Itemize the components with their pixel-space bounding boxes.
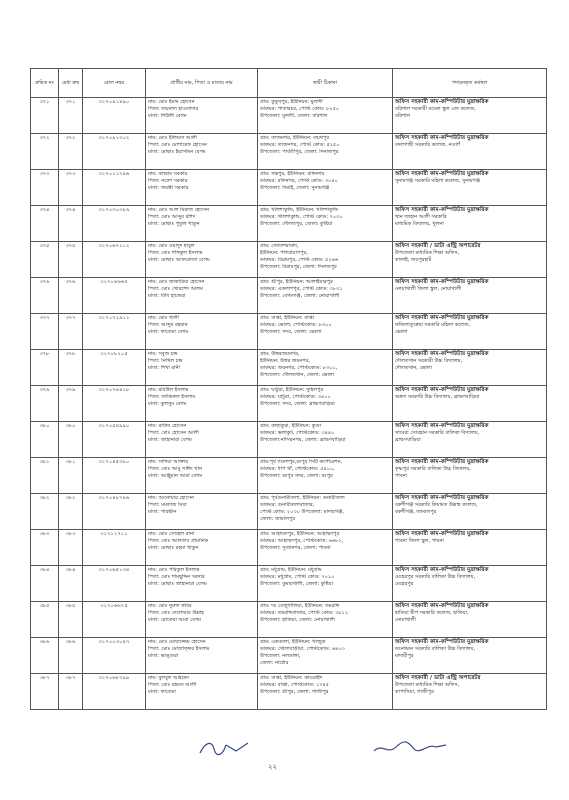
post-office-line: পাবনা <box>395 473 408 479</box>
address-line: উপজেলা: সুজানগর, জেলা: পাবনা <box>260 545 331 551</box>
roll-number-cell: ৩১৭০৮২০৫ <box>83 350 146 386</box>
header-serial: ক্রমিক নং <box>31 69 59 98</box>
name-line: পিতা: আব্দুর রহমান <box>148 322 188 328</box>
name-line: মাতা: মোছাঃ ইয়াসমিন বেগম <box>148 149 206 155</box>
post-office-line: কাপাসিয়া, গাজীপুর <box>395 689 434 695</box>
signature-left <box>196 737 256 759</box>
table-header <box>31 69 547 98</box>
address-line: গ্রাম: পূর্বগুনারীতলা, ইউনিয়ন: গুনারীতলা <box>260 495 345 501</box>
candidate-name-cell <box>146 98 258 134</box>
address-line: ইউনিয়ন: পলিপ্রয়াগপুর, <box>260 250 308 256</box>
post-title: অফিস সহকারী কাম-কম্পিউটার মুদ্রাক্ষরিক <box>395 495 489 501</box>
address-cell <box>258 386 393 422</box>
name-line: মাতা: কুলসুম বেগম <box>148 401 187 407</box>
merit-cell: ৩৮০ <box>59 422 83 458</box>
serial-cell: ৩৭৪ <box>31 206 59 242</box>
candidate-name-cell <box>146 494 258 530</box>
posting-cell <box>393 98 547 134</box>
address-line: উপজেলা: সদর, জেলা: ভোলা <box>260 329 322 335</box>
post-office-line: উপজেলা মাধ্যমিক শিক্ষা অফিস, <box>395 682 460 688</box>
post-office-line: বকশীগঞ্জ, জামালপুর <box>395 509 437 515</box>
name-line: নাম: মোঃ খালী <box>148 315 179 321</box>
name-line: নাম: মোঃ পরিতুল ইসলাম <box>148 567 200 573</box>
serial-cell: ৩৮৫ <box>31 602 59 638</box>
candidate-name-cell <box>146 386 258 422</box>
serial-cell: ৩৮৩ <box>31 530 59 566</box>
table-row <box>31 458 547 494</box>
post-office-line: কালাই, জয়পুরহাট <box>395 257 432 263</box>
address-cell <box>258 674 393 710</box>
name-line: নাম: রবিউল ইসলাম <box>148 387 189 393</box>
post-title: অফিস সহকারী / ডাটা এন্ট্রি অপারেটর <box>395 243 481 249</box>
address-line: ডাকঘর: তমরদ্দিবাজার, পোস্ট কোড: ৩৮১২ <box>260 610 349 616</box>
address-cell <box>258 494 393 530</box>
address-line: গ্রাম: কাছাতুরা, ইউনিয়ন: কুণ্ডা <box>260 423 322 429</box>
address-line: ডাকঘর: জয়নগর, পোস্টকোড: ৮৩০১, <box>260 365 338 371</box>
name-line: পিতা: মোঃ আব্দুর রশিদ <box>148 214 196 220</box>
posting-cell <box>393 530 547 566</box>
table-row <box>31 242 547 278</box>
address-line: গ্রাম: উত্তরজয়নগর, <box>260 351 300 357</box>
posting-cell <box>393 242 547 278</box>
address-line: গ্রাম: শ্রীপুর, ইউনিয়ন: আলাইয়ারপুর <box>260 279 333 285</box>
address-cell <box>258 638 393 674</box>
serial-cell: ৩৮৬ <box>31 638 59 674</box>
name-line: পিতা: মোঃ শফিকুল ইসলাম <box>148 250 203 256</box>
name-line: পিতা: মমতাজ মিয়া <box>148 502 187 508</box>
name-line: মাতা: মোছাঃ আফরোজা বেগম <box>148 257 210 263</box>
merit-cell: ৩৭৪ <box>59 206 83 242</box>
table-row <box>31 314 547 350</box>
header-merit: মেধা ক্রম <box>59 69 83 98</box>
header-roll: রোল নম্বর <box>83 69 146 98</box>
merit-cell: ৩৭৩ <box>59 170 83 206</box>
name-line: পিতা: নিখিল চন্দ্র <box>148 358 183 364</box>
name-line: নাম: সাদিয়া আক্তার <box>148 459 189 465</box>
merit-cell: ৩৭২ <box>59 134 83 170</box>
address-line: গ্রাম: একডালা, ইউনিয়ন: খাজুরা <box>260 639 326 645</box>
roll-number-cell: ৩১৭০৬৬৭৫ <box>83 602 146 638</box>
posting-cell <box>393 566 547 602</box>
name-line: পিতা: মোঃ রহমত আলী <box>148 682 197 688</box>
roll-number-cell: ৩১৭০৫৪৯৯০ <box>83 422 146 458</box>
post-office-line: ব্রাহ্মণবাড়িয়া <box>395 437 421 443</box>
name-line: নাম: মোঃ জাকারিয়া হোসেন <box>148 279 205 285</box>
name-line: নাম: মোঃ মোয়াজ্জেম হোসেন <box>148 639 206 645</box>
name-line: মাতা: ফাতেমা বেগম <box>148 329 189 335</box>
post-office-line: হাতিয়া দ্বীপ সরকারি কলেজ, হাতিয়া, <box>395 610 469 616</box>
name-line: নাম: বলরাম সরকার <box>148 171 188 177</box>
serial-cell: ৩৭৮ <box>31 350 59 386</box>
address-line: ডাকঘর: ঘাটুরা, পোস্টকোড: ৩৪০০ <box>260 394 331 400</box>
name-line: মাতা: মোছাঃ পুতুল খাতুন <box>148 221 200 227</box>
post-title: অফিস সহকারী কাম-কম্পিউটার মুদ্রাক্ষরিক <box>395 135 489 141</box>
name-line: নাম: মোঃ ওয়াদুদ হাবুল <box>148 243 195 249</box>
post-office-line: দৌলতখান, ভোলা <box>395 365 432 371</box>
post-title: অফিস সহকারী কাম-কম্পিউটার মুদ্রাক্ষরিক <box>395 351 489 357</box>
candidate-name-cell <box>146 278 258 314</box>
address-line: গ্রাম: দঃ বেজুগালিয়া, ইউনিয়ন: তমরদ্দি <box>260 603 340 609</box>
serial-cell: ৩৭৯ <box>31 386 59 422</box>
serial-cell: ৩৮৭ <box>31 674 59 710</box>
name-line: নাম: মোঃ ইমাম হোসেন <box>148 99 195 105</box>
post-title: অফিস সহকারী কাম-কম্পিউটার মুদ্রাক্ষরিক <box>395 279 489 285</box>
post-office-line: বকশীগঞ্জ সরকারি কিয়ামত উল্লাহ কলেজ, <box>395 502 478 508</box>
posting-cell <box>393 278 547 314</box>
merit-cell: ৩৮১ <box>59 458 83 494</box>
address-line: গ্রাম: কুতুবপুর, ইউনিয়ন: মুলাদী <box>260 99 323 105</box>
roll-number-cell: ৩১৭০৭৪৪১৮ <box>83 386 146 422</box>
post-title: অফিস সহকারী কাম-কম্পিউটার মুদ্রাক্ষরিক <box>395 459 489 465</box>
name-line: মাতা: রোকেয়া আরা বেগম <box>148 617 201 623</box>
name-line: নাম: মোঃ সোহেল রানা <box>148 531 195 537</box>
roll-number-cell: ৩১৭০৩০৩৮৯ <box>83 206 146 242</box>
address-line: ডাকঘর: আহাম্মদপুর, পোস্টকোড: ৬৬৮২, <box>260 538 344 544</box>
address-line: গ্রাম: খলিশাকুন্ডি, ইউনিয়ন: খলিশাকুন্ডি <box>260 207 339 213</box>
roll-number-cell: ৩১৭০৪৬৬৫ <box>83 278 146 314</box>
post-office-line: উপজেলা মাধ্যমিক শিক্ষা অফিস, <box>395 250 460 256</box>
posting-cell <box>393 170 547 206</box>
name-line: মাতা: পারভীন <box>148 509 177 515</box>
address-line: ডাকঘর: ভলাকুট, পোস্টকোড: ৩৪৪০ <box>260 430 335 436</box>
address-line: উপজেলা: দিরাই, জেলা: সুনামগঞ্জ <box>260 185 330 191</box>
header-name: প্রার্থীর নাম, পিতা ও মাতার নাম <box>146 69 258 98</box>
posting-cell <box>393 422 547 458</box>
header-address: স্থায়ী ঠিকানা <box>258 69 393 98</box>
table-row <box>31 134 547 170</box>
address-line: উপজেলা: বিরামপুর, জেলা: দিনাজপুর <box>260 264 337 270</box>
roll-number-cell: ৩১৭০৯১৪৯০ <box>83 98 146 134</box>
name-line: পিতা: মোঃ দেলোয়ার উল্লাহ <box>148 610 204 616</box>
table-row <box>31 170 547 206</box>
candidate-name-cell <box>146 602 258 638</box>
candidate-name-cell <box>146 530 258 566</box>
post-office-line: বরিশাল সরকারী মডেল স্কুল এন্ড কলেজ, <box>395 106 476 112</box>
address-line: গ্রাম: বাপ্তা, ইউনিয়ন: কাওরাইদ <box>260 675 323 681</box>
name-line: পিতা: মোঃ হোসেন আলী <box>148 430 199 436</box>
address-line: উপজেলা:নাসিরনগর, জেলা: ব্রাহ্মণবাড়িয়া <box>260 437 346 443</box>
address-line: গ্রাম: মধুগ্রাম, ইউনিয়ন: মধুগ্রাম <box>260 567 322 573</box>
post-title: অফিস সহকারী কাম-কম্পিউটার মুদ্রাক্ষরিক <box>395 423 489 429</box>
post-title: অফিস সহকারী কাম-কম্পিউটার মুদ্রাক্ষরিক <box>395 387 489 393</box>
merit-cell: ৩৭৫ <box>59 242 83 278</box>
post-title: অফিস সহকারী কাম-কম্পিউটার মুদ্রাক্ষরিক <box>395 99 489 105</box>
table-row <box>31 422 547 458</box>
roll-number-cell: ৩১৭১৭২৯১১ <box>83 314 146 350</box>
post-office-line: কৃষ্ণপুর সরকারি বালিকা উচ্চ বিদ্যালয়, <box>395 466 471 472</box>
address-line: উপজেলা: দৌলতখান, জেলা: ভোলা <box>260 372 335 378</box>
roll-number-cell: ৩১৭০৬৮৭৯৯ <box>83 674 146 710</box>
address-line: জেলা: নাটোর <box>260 660 289 666</box>
post-office-line: সাবেরা সোবহান সরকারি বালিকা বিদ্যালয়, <box>395 430 480 436</box>
name-line: নাম: মোঃ ইলিয়াস আলী <box>148 135 198 141</box>
name-line: নাম: আনোয়ার হোসেন <box>148 495 194 501</box>
roll-number-cell: ৩১৭১২৭১১ <box>83 530 146 566</box>
name-line: পিতা: মোঃ খোরশেদ আলম <box>148 286 203 292</box>
post-office-line: ভোলা <box>395 329 408 335</box>
address-line: উপজেলা: পার্বতীপুর, জেলা: দিনাজপুর <box>260 149 339 155</box>
table-row <box>31 386 547 422</box>
posting-cell <box>393 350 547 386</box>
candidate-name-cell <box>146 242 258 278</box>
roll-number-cell: ৩১৭০৬৭২০২ <box>83 242 146 278</box>
serial-cell: ৩৭৫ <box>31 242 59 278</box>
page-number: ২২ <box>268 763 278 771</box>
address-cell <box>258 314 393 350</box>
candidate-name-cell <box>146 350 258 386</box>
address-cell <box>258 350 393 386</box>
merit-cell: ৩৮৭ <box>59 674 83 710</box>
merit-cell: ৩৮৩ <box>59 530 83 566</box>
address-line: ডাকঘর: গুনারীতলাবাজার, <box>260 502 315 508</box>
candidate-name-cell <box>146 566 258 602</box>
address-cell <box>258 602 393 638</box>
posting-cell <box>393 386 547 422</box>
roll-number-cell: ৩১৭১৪৫৩৮০ <box>83 458 146 494</box>
name-line: নাম: মোঃ আল মিরাজ হোসেন <box>148 207 210 213</box>
address-line: গ্রাম: জোতশরাবাদ, <box>260 243 299 249</box>
table-row <box>31 494 547 530</box>
post-office-line: নোয়াখালী <box>395 617 416 623</box>
name-line: মাতা: জাহানারা বেগম <box>148 437 192 443</box>
name-line: মাতা: আঞ্জুমান আরা বেগম <box>148 473 203 479</box>
post-office-line: সুনামগঞ্জ সরকারি মহিলা কলেজ, সুনামগঞ্জ <box>395 178 480 184</box>
address-cell <box>258 422 393 458</box>
address-line: ডাকঘর: বিরামপুর, পোস্ট কোড: ৫২৬৬ <box>260 257 339 263</box>
merit-cell: ৩৭৭ <box>59 314 83 350</box>
name-line: পিতা: মোঃ আলতাব প্রামানিক <box>148 538 209 544</box>
post-office-line: বরিশাল <box>395 113 411 119</box>
name-line: মাতা: জয়ন্তী সরকার <box>148 185 189 191</box>
post-title: অফিস সহকারী কাম-কম্পিউটার মুদ্রাক্ষরিক <box>395 315 489 321</box>
posting-cell <box>393 638 547 674</box>
address-line: জেলা: জামালপুর <box>260 516 295 522</box>
address-line: গ্রাম: সন্তপুর, ইউনিয়ন: রফিনগর <box>260 171 325 177</box>
serial-cell: ৩৭৭ <box>31 314 59 350</box>
name-line: পিতা: নরেশ সরকার <box>148 178 188 184</box>
serial-cell: ৩৮০ <box>31 422 59 458</box>
name-line: মাতা: শিউলী বেগম <box>148 113 187 119</box>
candidate-name-cell <box>146 170 258 206</box>
address-line: উপজেলা: শ্রীপুর, জেলা: গাজীপুর <box>260 689 329 695</box>
name-line: পিতা: মোঃ আবু সাঈদ খান <box>148 466 202 472</box>
roll-number-cell: ৩১৭০৬৫১৩৪ <box>83 566 146 602</box>
address-line: উপজেলা: হাতিয়া, জেলা: নোয়াখালী <box>260 617 335 623</box>
post-title: অফিস সহকারী কাম-কম্পিউটার মুদ্রাক্ষরিক <box>395 603 489 609</box>
post-title: অফিস সহকারী কাম-কম্পিউটার মুদ্রাক্ষরিক <box>395 639 489 645</box>
candidate-name-cell <box>146 638 258 674</box>
address-line: ডাকঘর: খলিশাকুন্ডি, পোস্ট কোড: ৭০৩০ <box>260 214 343 220</box>
name-line: মাতা: শিখা রানী <box>148 365 181 371</box>
address-line: ডাকঘর: পাতারচর, পোস্ট কোড: ৮২৫০ <box>260 106 340 112</box>
candidate-name-cell <box>146 206 258 242</box>
name-line: নাম: বুলবুল আহমেদ <box>148 675 189 681</box>
table-row <box>31 350 547 386</box>
serial-cell: ৩৮৪ <box>31 566 59 602</box>
post-office-line: ফজিলাতুন্নেছা সরকারি মহিলা কলেজ, <box>395 322 471 328</box>
address-line: উপজেলা: কুমারখালী, জেলা: কুষ্টিয়া <box>260 581 334 587</box>
table-body <box>31 98 547 710</box>
merit-cell: ৩৮২ <box>59 494 83 530</box>
name-line: মাতা: বিবি হাজেরা <box>148 293 186 299</box>
posting-cell <box>393 494 547 530</box>
table-row <box>31 566 547 602</box>
address-line: উপজেলা: সদর, জেলা: ব্রাহ্মণবাড়িয়া <box>260 401 335 407</box>
post-office-line: মেহেরপুর <box>395 581 414 587</box>
posting-cell <box>393 314 547 350</box>
post-office-line: পাবনা জিলা স্কুল, পাবনা <box>395 538 444 544</box>
post-title: অফিস সহকারী কাম-কম্পিউটার মুদ্রাক্ষরিক <box>395 531 489 537</box>
candidate-name-cell <box>146 134 258 170</box>
address-line: গ্রাম:পূর্ব গনেশপুর,রংপুর সিটি কর্পোরেশন, <box>260 459 343 465</box>
posting-cell <box>393 206 547 242</box>
address-line: গ্রাম: তাজনগর, ইউনিয়ন: মন্মথপুর <box>260 135 330 141</box>
name-line: মাতা: মোছাঃ জাহানারা বেগম <box>148 581 207 587</box>
address-cell <box>258 278 393 314</box>
table-row <box>31 530 547 566</box>
merit-cell: ৩৮৪ <box>59 566 83 602</box>
address-line: গ্রাম: আহাম্মদপুর, ইউনিয়ন: আহাম্মদপুর <box>260 531 340 537</box>
address-cell <box>258 134 393 170</box>
name-line: পিতা: জয়নাল হাওলাদার <box>148 106 199 112</box>
merit-cell: ৩৭৮ <box>59 350 83 386</box>
post-title: অফিস সহকারী / ডাটা এন্ট্রি অপারেটর <box>395 675 481 681</box>
post-title: অফিস সহকারী কাম-কম্পিউটার মুদ্রাক্ষরিক <box>395 207 489 213</box>
candidate-name-cell <box>146 458 258 494</box>
merit-cell: ৩৭৬ <box>59 278 83 314</box>
name-line: মাতা: মোছাঃ রহমা খাতুন <box>148 545 199 551</box>
table-row <box>31 602 547 638</box>
post-office-line: মাদারীপুর <box>395 653 414 659</box>
signature-right <box>370 737 450 759</box>
address-line: ডাকঘর: খোলাবাড়ীয়া, পোস্টকোড: ৬৪০৩ <box>260 646 345 652</box>
address-line: উপজেলা: মুলাদী, জেলা: বরিশাল <box>260 113 328 119</box>
address-cell <box>258 206 393 242</box>
roll-number-cell: ৩১৭০০৩০৪৭ <box>83 638 146 674</box>
serial-cell: ৩৭৩ <box>31 170 59 206</box>
candidate-name-cell <box>146 674 258 710</box>
address-line: ইউনিয়ন: উত্তর জয়নগর, <box>260 358 310 364</box>
address-cell <box>258 530 393 566</box>
roll-number-cell: ৩১৭০৪৮৭৯৬ <box>83 494 146 530</box>
candidate-name-cell <box>146 314 258 350</box>
candidate-name-cell <box>146 422 258 458</box>
address-line: ডাকঘর: রফিনগর, পোস্ট কোড: ৩০৪০ <box>260 178 338 184</box>
post-office-line: মেহেরপুর সরকারি বালিকা উচ্চ বিদ্যালয়, <box>395 574 476 580</box>
post-office-line: মাধ্যমিক বিদ্যালয়, খুলনা <box>395 221 444 227</box>
name-line: পিতা: মোঃ মোশারেফ হোসেন <box>148 142 207 148</box>
post-title: অফিস সহকারী কাম-কম্পিউটার মুদ্রাক্ষরিক <box>395 567 489 573</box>
name-line: নাম: মোঃ নুরুল কবির <box>148 603 192 609</box>
table-row <box>31 278 547 314</box>
address-line: পোস্ট কোড: ২০৩০ উপজেলা: মাদারগঞ্জ, <box>260 509 344 515</box>
address-line: উপজেলা: রংপুর সদর, জেলা: রংপুর <box>260 473 333 479</box>
address-line: উপজেলা: বেগমগঞ্জ, জেলা: নোয়াখালী <box>260 293 340 299</box>
post-office-line: দৌলতখান সরকারী উচ্চ বিদ্যালয়, <box>395 358 463 364</box>
address-line: উপজেলা: দৌলতপুর, জেলা: কুষ্টিয়া <box>260 221 333 227</box>
serial-cell: ৩৮২ <box>31 494 59 530</box>
address-line: উপজেলা: নলডাঙ্গা, <box>260 653 301 659</box>
post-office-line: অন্নদা সরকারি উচ্চ বিদ্যালয়, ব্রাহ্মণবাড়িয়া <box>395 394 480 400</box>
posting-cell <box>393 602 547 638</box>
address-line: ডাকঘর: বাপ্তা, পোস্টকোড: ১৭৪৫ <box>260 682 330 688</box>
table-row <box>31 674 547 710</box>
name-line: পিতা: জাকিরুল ইসলাম <box>148 394 196 400</box>
serial-cell: ৩৭২ <box>31 134 59 170</box>
address-cell <box>258 170 393 206</box>
address-cell <box>258 242 393 278</box>
name-line: মাতা: ভাঙ্গুরা <box>148 653 179 659</box>
address-line: গ্রাম: ঘাটুরা, ইউনিয়ন: সুহিলপুর <box>260 387 324 393</box>
address-cell <box>258 458 393 494</box>
post-office-line: ডনোভান সরকারি বালিকা উচ্চ বিদ্যালয়, <box>395 646 476 652</box>
address-line: ডাকঘর: মধুগ্রাম, পোস্ট কোড: ৭০১০ <box>260 574 335 580</box>
merit-cell: ৩৭৯ <box>59 386 83 422</box>
name-line: পিতা: মোঃ শামছুদ্দিন সরদার <box>148 574 205 580</box>
serial-cell: ৩৭৬ <box>31 278 59 314</box>
address-line: ডাকঘর: তাজনগর, পোস্ট কোড: ৫২৫০ <box>260 142 340 148</box>
merit-cell: ৩৭১ <box>59 98 83 134</box>
name-line: পিতা: মোঃ মোজাফ্ফর ইসলাম <box>148 646 210 652</box>
name-line: নাম: সবুজ চন্দ্র <box>148 351 178 357</box>
table-row <box>31 206 547 242</box>
table-row <box>31 638 547 674</box>
address-cell <box>258 98 393 134</box>
name-line: নাম: রাকিব হোসেন <box>148 423 187 429</box>
name-line: মাতা: ফাতেমা <box>148 689 176 695</box>
table-row <box>31 98 547 134</box>
roll-number-cell: ৩১৭০৯১৩০২ <box>83 134 146 170</box>
merit-cell: ৩৮৬ <box>59 638 83 674</box>
address-cell <box>258 566 393 602</box>
serial-cell: ৩৭১ <box>31 98 59 134</box>
post-title: অফিস সহকারী কাম-কম্পিউটার মুদ্রাক্ষরিক <box>395 171 489 177</box>
appointment-table <box>30 68 547 710</box>
posting-cell <box>393 458 547 494</box>
address-line: ডাকঘর: ভোলা, পোস্টকোড: ৮৩০০ <box>260 322 332 328</box>
address-line: ডাকঘর: একলাশপুর, পোস্ট কোড: ৩৮৩১ <box>260 286 343 292</box>
merit-cell: ৩৮৫ <box>59 602 83 638</box>
address-line: ডাকঘর: ধাপ খাঁ, পোস্টকোড: ৫৪০০, <box>260 466 335 472</box>
header-post: পদায়নকৃত কর্মস্থল <box>393 69 547 98</box>
post-office-line: খান জাহান আলী সরকারি <box>395 214 447 220</box>
posting-cell <box>393 134 547 170</box>
serial-cell: ৩৮১ <box>31 458 59 494</box>
post-office-line: নোয়াখালী জিলা স্কুল, নোয়াখালী <box>395 286 462 292</box>
posting-cell <box>393 674 547 710</box>
address-line: গ্রাম: বাপ্তা, ইউনিয়ন: বাপ্তা <box>260 315 315 321</box>
post-office-line: বদলগাছী সরকারি কলেজ, নওগাঁ <box>395 142 460 148</box>
roll-number-cell: ৩১৭০১১৭৯৬ <box>83 170 146 206</box>
